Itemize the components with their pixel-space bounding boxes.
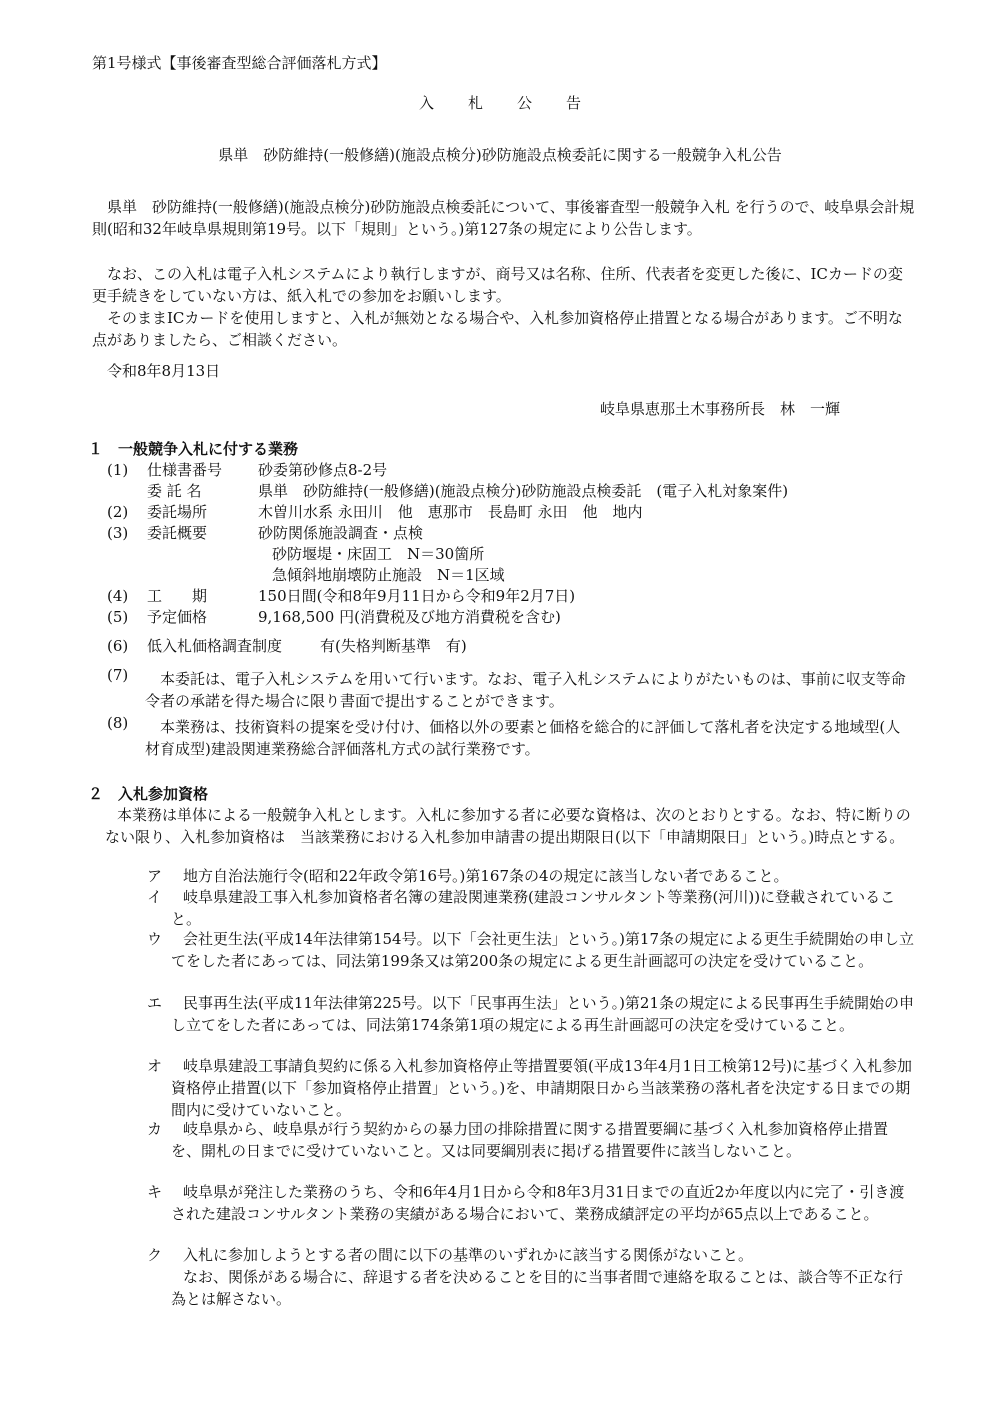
- qualification-u-key: ウ: [147, 930, 163, 948]
- qualification-u-text: 会社更生法(平成14年法律第154号。以下「会社更生法」という。)第17条の規定による更生手続開始の申し立てをした者にあっては、同法第199条又は第200条の規定による更生計画認可の決定を受けていること。: [171, 930, 915, 970]
- item-3-label: 委託概要: [147, 524, 208, 542]
- qualification-ki-text: 岐阜県が発注した業務のうち、令和6年4月1日から令和8年3月31日までの直近2か年度以内に完了・引き渡された建設コンサルタント業務の実績がある場合において、業務成績評定の平均が65点以上であること。: [171, 1183, 905, 1223]
- item-1-number: (1): [107, 461, 129, 479]
- qualification-ka-key: カ: [147, 1120, 163, 1138]
- qualification-ki-key: キ: [147, 1183, 163, 1201]
- form-label: 第1号様式【事後審査型総合評価落札方式】: [92, 54, 387, 72]
- item-1-value: 砂委第砂修点8-2号: [258, 461, 388, 479]
- item-7-text: 本委託は、電子入札システムを用いて行います。なお、電子入札システムによりがたいものは、事前に収支等命令者の承諾を得た場合に限り書面で提出することができます。: [145, 670, 906, 710]
- note-paragraph-1: なお、この入札は電子入札システムにより執行しますが、商号又は名称、住所、代表者を変更した後に、ICカードの変更手続きをしていない方は、紙入札での参加をお願いします。: [92, 265, 903, 305]
- qualification-e: [147, 992, 917, 1036]
- qualification-o-key: オ: [147, 1057, 163, 1075]
- item-4-value: 150日間(令和8年9月11日から令和9年2月7日): [258, 587, 576, 605]
- item-2-label: 委託場所: [147, 503, 208, 521]
- qualification-i: [147, 886, 917, 930]
- document-title: 入札公告: [418, 94, 615, 112]
- qualification-e-text: 民事再生法(平成11年法律第225号。以下「民事再生法」という。)第21条の規定による民事再生手続開始の申し立てをした者にあっては、同法第174条第1項の規定による再生計画認可の決定を受けていること。: [171, 994, 915, 1034]
- issuer: 岐阜県恵那土木事務所長 林 一輝: [600, 400, 841, 418]
- document-subtitle: 県単 砂防維持(一般修繕)(施設点検分)砂防施設点検委託に関する一般競争入札公告: [218, 146, 782, 164]
- item-1b-value: 県単 砂防維持(一般修繕)(施設点検分)砂防施設点検委託 (電子入札対象案件): [258, 482, 789, 500]
- item-6-value: 有(失格判断基準 有): [320, 637, 467, 655]
- item-4-number: (4): [107, 587, 129, 605]
- item-5-number: (5): [107, 608, 129, 626]
- qualification-a-text: 地方自治法施行令(昭和22年政令第16号。)第167条の4の規定に該当しない者であること。: [183, 867, 789, 885]
- item-1-label: 仕様書番号: [147, 461, 223, 479]
- item-1b-label: 委 託 名: [147, 482, 202, 500]
- item-5-label: 予定価格: [147, 608, 208, 626]
- section-2-intro: 本業務は単体による一般競争入札とします。入札に参加する者に必要な資格は、次のとおりとする。なお、特に断りのない限り、入札参加資格は 当該業務における入札参加申請書の提出期限日(以下「申請期限日」という。)時点とする。: [105, 806, 911, 846]
- qualification-ki: [147, 1181, 917, 1225]
- announcement-date: 令和8年8月13日: [107, 362, 221, 380]
- item-8-text: 本業務は、技術資料の提案を受け付け、価格以外の要素と価格を総合的に評価して落札者を決定する地域型(人材育成型)建設関連業務総合評価落札方式の試行業務です。: [145, 718, 901, 758]
- qualification-ka-text: 岐阜県から、岐阜県が行う契約からの暴力団の排除措置に関する措置要綱に基づく入札参加資格停止措置を、開札の日までに受けていないこと。又は同要綱別表に掲げる措置要件に該当しないこと。: [171, 1120, 889, 1160]
- qualification-a: [147, 865, 917, 887]
- qualification-e-key: エ: [147, 994, 163, 1012]
- item-4-label: 工 期: [147, 587, 208, 605]
- qualification-ku-text: 入札に参加しようとする者の間に以下の基準のいずれかに該当する関係がないこと。: [183, 1246, 754, 1264]
- qualification-u: [147, 928, 917, 972]
- qualification-ka: [147, 1118, 917, 1162]
- item-3-value: 砂防関係施設調査・点検: [258, 524, 424, 542]
- qualification-ku-key: ク: [147, 1246, 163, 1264]
- item-3-number: (3): [107, 524, 129, 542]
- item-2-value: 木曽川水系 永田川 他 恵那市 長島町 永田 他 地内: [258, 503, 643, 521]
- item-6-label: 低入札価格調査制度: [147, 637, 283, 655]
- intro-paragraph: 県単 砂防維持(一般修繕)(施設点検分)砂防施設点検委託について、事後審査型一般競争入札 を行うので、岐阜県会計規則(昭和32年岐阜県規則第19号。以下「規則」という。)第127条の規定により公告します。: [92, 198, 915, 238]
- qualification-i-text: 岐阜県建設工事入札参加資格者名簿の建設関連業務(建設コンサルタント等業務(河川))に登載されていること。: [171, 888, 896, 928]
- note-paragraph-2: そのままICカードを使用しますと、入札が無効となる場合や、入札参加資格停止措置となる場合があります。ご不明な点がありましたら、ご相談ください。: [92, 309, 903, 349]
- item-6-number: (6): [107, 637, 129, 655]
- qualification-o-text: 岐阜県建設工事請負契約に係る入札参加資格停止等措置要領(平成13年4月1日工検第12号)に基づく入札参加資格停止措置(以下「参加資格停止措置」という。)を、申請期限日から当該業務の落札者を決定する日までの期間内に受けていないこと。: [171, 1057, 912, 1119]
- item-3-sub-2: 急傾斜地崩壊防止施設 N＝1区域: [272, 566, 505, 584]
- section-1-heading: １ 一般競争入札に付する業務: [88, 440, 299, 458]
- item-2-number: (2): [107, 503, 129, 521]
- item-3-sub-1: 砂防堰堤・床固工 N＝30箇所: [272, 545, 485, 563]
- qualification-o: [147, 1055, 917, 1121]
- item-8-number: (8): [107, 714, 129, 732]
- section-2-heading: ２ 入札参加資格: [88, 785, 209, 803]
- qualification-ku: [147, 1244, 917, 1310]
- item-5-value: 9,168,500 円(消費税及び地方消費税を含む): [258, 608, 561, 626]
- qualification-a-key: ア: [147, 867, 163, 885]
- qualification-ku-text-2: なお、関係がある場合に、辞退する者を決めることを目的に当事者間で連絡を取ることは、談合等不正な行為とは解さない。: [171, 1268, 904, 1308]
- qualification-i-key: イ: [147, 888, 163, 906]
- item-7-number: (7): [107, 666, 129, 684]
